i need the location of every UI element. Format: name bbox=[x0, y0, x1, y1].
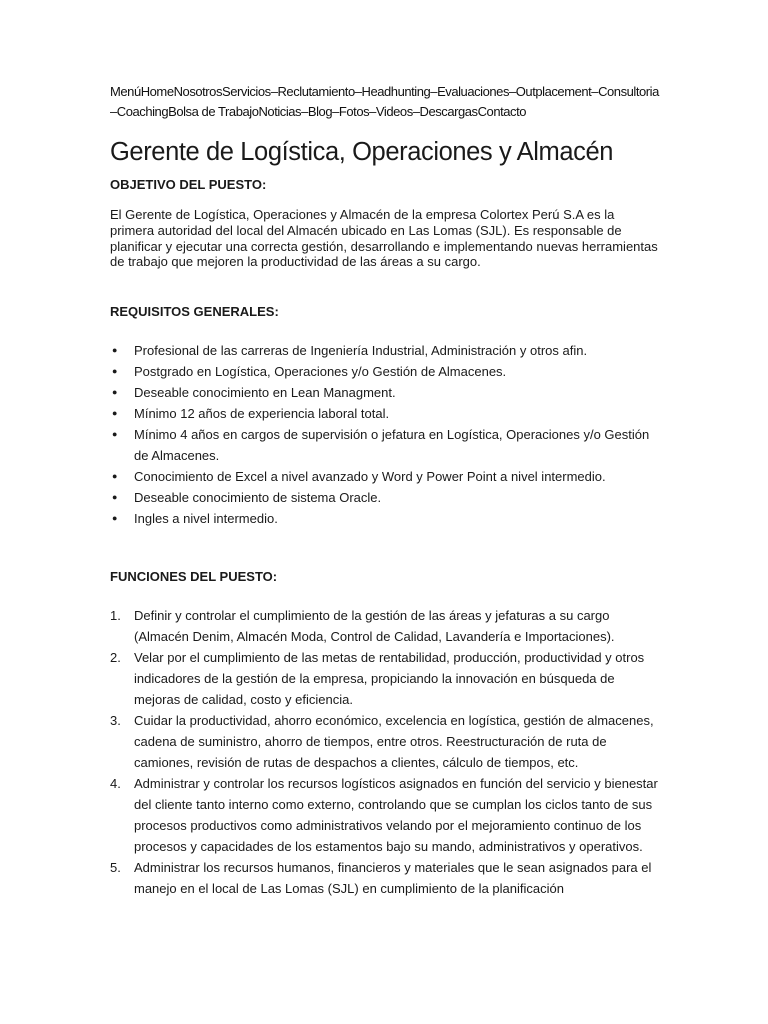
list-item-text: Profesional de las carreras de Ingeniería Industrial, Administración y otros afin. bbox=[134, 343, 588, 359]
list-item bbox=[110, 361, 660, 382]
site-nav-menu[interactable]: MenúHomeNosotrosServicios–Reclutamiento–Headhunting–Evaluaciones–Outplacement–Consultoria–CoachingBolsa de TrabajoNoticias–Blog–Fotos–Videos–DescargasContacto bbox=[110, 84, 659, 119]
list-item bbox=[110, 857, 660, 899]
list-item bbox=[110, 647, 660, 710]
list-item bbox=[110, 340, 660, 361]
item-number: 5. bbox=[110, 860, 121, 876]
requisitos-heading: REQUISITOS GENERALES: bbox=[110, 304, 279, 320]
bullet-icon: ● bbox=[112, 513, 118, 524]
item-number: 3. bbox=[110, 713, 121, 729]
list-item-text: Administrar los recursos humanos, financieros y materiales que le sean asignados para el manejo en el local de Las Lomas (SJL) en cumplimiento de la planificación bbox=[134, 860, 652, 897]
document-page bbox=[110, 82, 660, 899]
objetivo-text: El Gerente de Logística, Operaciones y Almacén de la empresa Colortex Perú S.A es la primera autoridad del local del Almacén ubicado en Las Lomas (SJL). Es responsable de planificar y ejecutar una correcta gestión, desarrollando e implementando nuevas herramientas de trabajo que mejoren la productividad de las áreas a su cargo. bbox=[110, 207, 658, 270]
bullet-icon: ● bbox=[112, 471, 118, 482]
item-number: 1. bbox=[110, 608, 121, 624]
list-item-text: Deseable conocimiento de sistema Oracle. bbox=[134, 490, 382, 506]
list-item-text: Ingles a nivel intermedio. bbox=[134, 511, 278, 527]
list-item bbox=[110, 466, 660, 487]
item-number: 4. bbox=[110, 776, 121, 792]
list-item-text: Conocimiento de Excel a nivel avanzado y Word y Power Point a nivel intermedio. bbox=[134, 469, 606, 485]
list-item bbox=[110, 710, 660, 773]
bullet-icon: ● bbox=[112, 429, 118, 440]
list-item bbox=[110, 403, 660, 424]
list-item bbox=[110, 487, 660, 508]
list-item-text: Administrar y controlar los recursos logísticos asignados en función del servicio y bienestar del cliente tanto interno como externo, controlando que se cumplan los ciclos tanto de sus procesos productivos como administrativos velando por el mejoramiento continuo de los procesos y capacidades de los estamentos bajo su mando, administrativos y operativos. bbox=[134, 776, 658, 855]
page-title: Gerente de Logística, Operaciones y Almacén bbox=[110, 138, 614, 166]
list-item bbox=[110, 424, 660, 466]
objetivo-heading: OBJETIVO DEL PUESTO: bbox=[110, 177, 267, 192]
list-item bbox=[110, 605, 660, 647]
list-item-text: Postgrado en Logística, Operaciones y/o Gestión de Almacenes. bbox=[134, 364, 507, 380]
list-item-text: Definir y controlar el cumplimiento de la gestión de las áreas y jefaturas a su cargo (Almacén Denim, Almacén Moda, Control de Calidad, Lavandería e Importaciones). bbox=[134, 608, 615, 645]
bullet-icon: ● bbox=[112, 387, 118, 398]
list-item-text: Mínimo 4 años en cargos de supervisión o jefatura en Logística, Operaciones y/o Gestión de Almacenes. bbox=[134, 427, 650, 464]
item-number: 2. bbox=[110, 650, 121, 666]
funciones-heading: FUNCIONES DEL PUESTO: bbox=[110, 569, 278, 585]
bullet-icon: ● bbox=[112, 408, 118, 419]
list-item bbox=[110, 382, 660, 403]
funciones-list bbox=[110, 605, 660, 899]
list-item-text: Cuidar la productividad, ahorro económico, excelencia en logística, gestión de almacenes, cadena de suministro, ahorro de tiempos, entre otros. Reestructuración de ruta de camiones, revisión de rutas de despachos a clientes, cálculo de tiempos, etc. bbox=[134, 713, 654, 771]
list-item-text: Mínimo 12 años de experiencia laboral total. bbox=[134, 406, 390, 422]
list-item-text: Deseable conocimiento en Lean Managment. bbox=[134, 385, 396, 401]
list-item-text: Velar por el cumplimiento de las metas de rentabilidad, producción, productividad y otros indicadores de la gestión de la empresa, propiciando la innovación en búsqueda de mejoras de calidad, costo y eficiencia. bbox=[134, 650, 645, 708]
list-item bbox=[110, 508, 660, 529]
bullet-icon: ● bbox=[112, 492, 118, 503]
bullet-icon: ● bbox=[112, 345, 118, 356]
requisitos-list bbox=[110, 340, 660, 529]
list-item bbox=[110, 773, 660, 857]
bullet-icon: ● bbox=[112, 366, 118, 377]
